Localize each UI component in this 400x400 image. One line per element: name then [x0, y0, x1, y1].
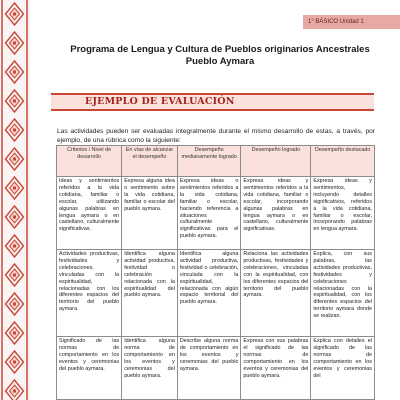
table-cell: Expresa alguna idea o sentimiento sobre la vida cotidiana, familiar o escolar del pueblo aymara.: [122, 177, 178, 250]
table-row: [57, 337, 375, 400]
column-header: Desempeño destacado: [311, 146, 375, 177]
border-motif: [13, 303, 16, 306]
table-cell: Expresa ideas o sentimientos referidos a la vida cotidiana, familiar o escolar, haciendo referencia a situaciones culturalmente significativas para el pueblo aymara.: [177, 177, 241, 250]
table-cell: Expresa con sus palabras el significado de las normas de comportamiento en los eventos y ceremonias del pueblo aymara.: [241, 337, 311, 400]
table-row: [57, 177, 375, 250]
evaluation-rubric-table: [56, 145, 375, 400]
border-motif: [13, 332, 16, 335]
table-cell: Describe alguna norma de comportamiento en los eventos y ceremonias del pueblo aymara.: [177, 337, 241, 400]
border-motif: [13, 13, 16, 16]
table-cell: Identifica alguna actividad productiva, festividad o celebración relacionada con la espiritualidad del pueblo aymara.: [122, 250, 178, 337]
document-title: [40, 44, 400, 68]
border-motif: [13, 187, 16, 190]
table-cell: Identifica alguna actividad productiva, festividad o celebración, vinculada con la espiritualidad, relacionada con algún espacio territorial del pueblo aymara.: [177, 250, 241, 337]
column-header: Criterios / Nivel de desarrollo: [57, 146, 122, 177]
grade-unit-tag: 1° BÁSICO Unidad 1: [303, 15, 400, 29]
border-motif: [13, 71, 16, 74]
border-motif: [13, 216, 16, 219]
border-motif: [13, 42, 16, 45]
section-heading: EJEMPLO DE EVALUACIÓN: [85, 96, 235, 107]
table-cell: Ideas y sentimientos referidos a la vida cotidiana, familiar o escolar, utilizando algunas palabras en lengua aymara o en castellano, culturalmente significativas.: [57, 177, 122, 250]
aymara-pattern-border: [0, 0, 30, 400]
table-cell: Relaciona las actividades productivas, festividades y celebraciones, vinculadas con la espiritualidad, con los diferentes espacios del territorio del pueblo aymara.: [241, 250, 311, 337]
title-line-1: Programa de Lengua y Cultura de Pueblos originarios Ancestrales: [70, 44, 370, 55]
table-cell: Explica con detalles el significado de las normas de comportamiento en los eventos y ceremonias del: [311, 337, 375, 400]
table-cell: Actividades productivas, festividades y celebraciones, vinculadas con la espiritualidad, relacionadas con los diferentes espacios del territorio del pueblo aymara.: [57, 250, 122, 337]
border-motif: [13, 274, 16, 277]
column-header: Desempeño logrado: [241, 146, 311, 177]
table-cell: Explica, con sus palabras, las actividades productivas, festividades y celebraciones relacionadas con la espiritualidad, con los diferentes espacios del territorio aymara donde se realizan.: [311, 250, 375, 337]
rubric-header-row: [57, 146, 375, 177]
intro-paragraph: Las actividades pueden ser evaluadas integralmente durante el mismo desarrollo de estas, a través, por ejemplo, de una rúbrica como la siguiente:: [57, 128, 375, 144]
title-line-2: Pueblo Aymara: [185, 56, 255, 67]
table-cell: Significado de las normas de comportamiento en los eventos y ceremonias del pueblo aymara.: [57, 337, 122, 400]
column-header: Desempeño medianamente logrado: [177, 146, 241, 177]
border-motif: [13, 129, 16, 132]
table-cell: Identifica alguna norma de comportamiento en los eventos y ceremonias del pueblo aymara.: [122, 337, 178, 400]
column-header: En vías de alcanzar el desempeño: [122, 146, 178, 177]
border-motif: [13, 361, 16, 364]
table-row: [57, 250, 375, 337]
border-motif: [13, 390, 16, 393]
border-motif: [13, 158, 16, 161]
table-cell: Expresa ideas y sentimientos, incluyendo detalles significativos, referidos a la vida cotidiana, familiar o escolar, incorporando palabras en lengua aymara.: [311, 177, 375, 250]
table-cell: Expresa ideas y sentimientos referidos a la vida cotidiana, familiar o escolar, incorporando algunas palabras en lengua aymara o en castellano, culturalmente significativas.: [241, 177, 311, 250]
border-motif: [13, 100, 16, 103]
section-banner: [51, 93, 374, 111]
decorative-border: [0, 0, 30, 400]
border-motif: [13, 245, 16, 248]
